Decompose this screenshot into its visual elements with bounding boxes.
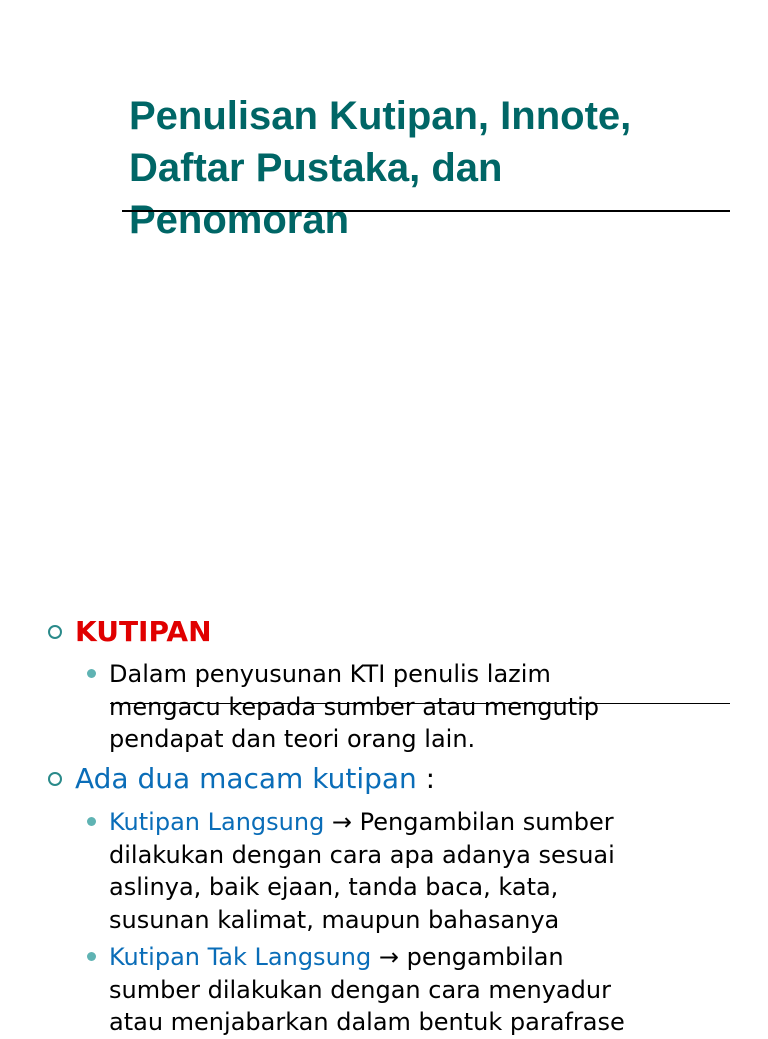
title-line: Daftar Pustaka, dan xyxy=(129,146,503,190)
text-line: aslinya, baik ejaan, tanda baca, kata, xyxy=(109,873,559,901)
title-line: Penomoran xyxy=(129,198,350,242)
text-line xyxy=(109,941,749,974)
title-divider xyxy=(122,210,730,212)
text-line: sumber dilakukan dengan cara menyadur xyxy=(109,975,611,1004)
arrow-right-icon: → xyxy=(371,943,407,971)
heading-macam-kutipan xyxy=(75,762,435,795)
term-kutipan-langsung: Kutipan Langsung xyxy=(109,808,325,836)
text-line: dilakukan dengan cara apa adanya sesuai xyxy=(109,840,615,869)
term-kutipan-tak-langsung: Kutipan Tak Langsung xyxy=(109,943,372,971)
kutipan-langsung-item xyxy=(109,806,749,936)
text-fragment: Pengambilan sumber xyxy=(359,808,614,836)
circle-bullet-icon xyxy=(48,772,62,786)
heading-colon: : xyxy=(416,762,436,795)
body-divider xyxy=(110,703,730,704)
text-fragment: pengambilan xyxy=(406,943,564,971)
heading-macam-text: Ada dua macam kutipan xyxy=(75,762,417,795)
dot-bullet-icon xyxy=(87,952,96,961)
slide-title xyxy=(129,90,729,246)
text-line: pendapat dan teori orang lain. xyxy=(109,725,476,753)
text-line: susunan kalimat, maupun bahasanya xyxy=(109,905,560,934)
text-line: Dalam penyusunan KTI penulis lazim xyxy=(109,660,551,688)
kutipan-description xyxy=(109,658,749,756)
text-line xyxy=(109,806,749,839)
text-line: atau menjabarkan dalam bentuk parafrase xyxy=(109,1008,625,1036)
title-line: Penulisan Kutipan, Innote, xyxy=(129,94,632,138)
text-line: mengacu kepada sumber atau mengutip xyxy=(109,692,600,721)
dot-bullet-icon xyxy=(87,669,96,678)
arrow-right-icon: → xyxy=(324,808,360,836)
heading-kutipan: KUTIPAN xyxy=(75,615,212,648)
dot-bullet-icon xyxy=(87,817,96,826)
circle-bullet-icon xyxy=(48,625,62,639)
